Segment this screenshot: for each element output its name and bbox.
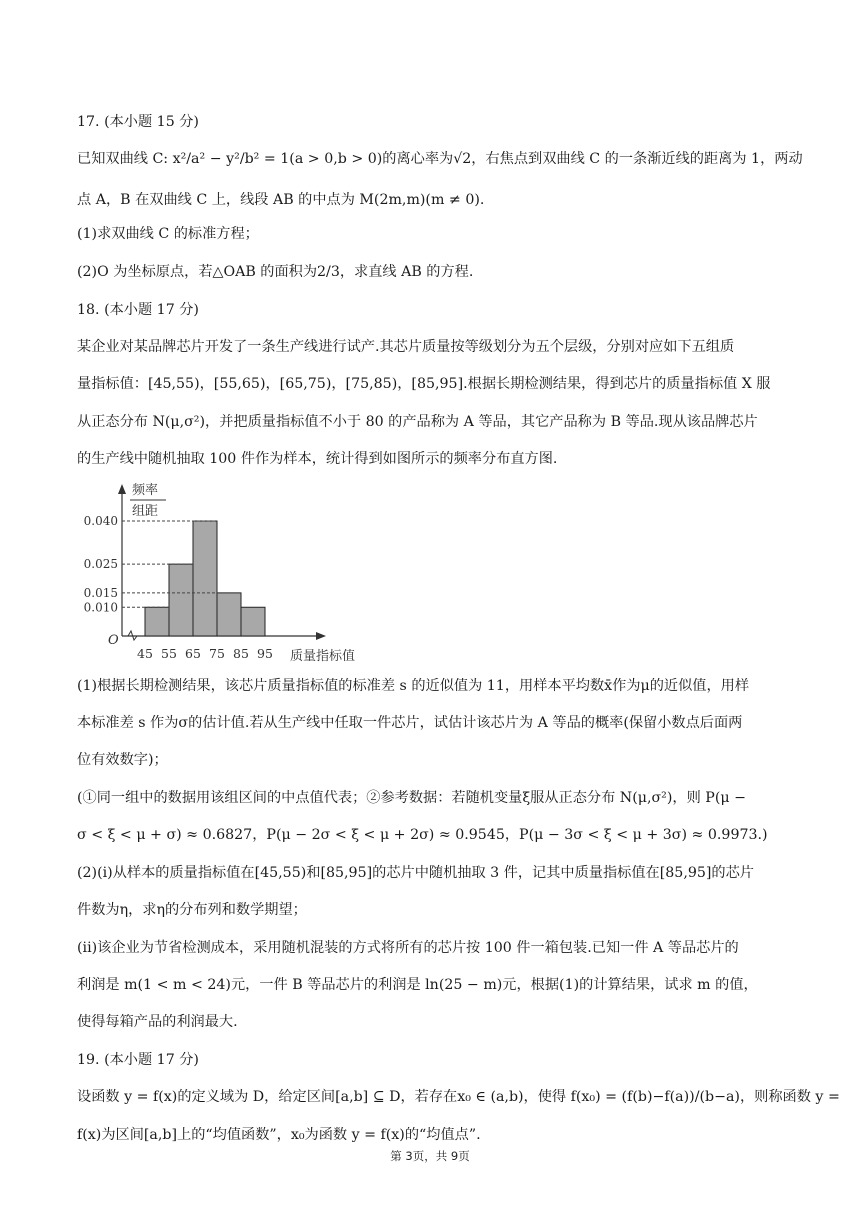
problem18-note1: (①同一组中的数据用该组区间的中点值代表；②参考数据：若随机变量ξ服从正态分布 N(μ,σ²)，则 P(μ − [77, 790, 746, 806]
problem17-line1: 已知双曲线 C: x²/a² − y²/b² = 1(a > 0,b > 0)的离心率为√2，右焦点到双曲线 C 的一条渐近线的距离为 1，两动 [77, 151, 803, 167]
problem19-line1: 设函数 y = f(x)的定义域为 D，给定区间[a,b] ⊆ D，若存在x₀ ∈ (a,b)，使得 f(x₀) = (f(b)−f(a))/(b−a)，则称函数 y = [77, 1089, 840, 1105]
x-axis-label: 质量指标值 [290, 649, 356, 664]
y-tick-label: 0.015 [83, 585, 118, 600]
x-tick-label: 75 [209, 646, 225, 661]
problem18-q2a: (2)(i)从样本的质量指标值在[45,55)和[85,95]的芯片中随机抽取 3 件，记其中质量指标值在[85,95]的芯片 [77, 865, 754, 881]
problem18-line3: 从正态分布 N(μ,σ²)，并把质量指标值不小于 80 的产品称为 A 等品，其它产品称为 B 等品.现从该品牌芯片 [77, 414, 758, 430]
problem18-note2: σ < ξ < μ + σ) ≈ 0.6827，P(μ − 2σ < ξ < μ + 2σ) ≈ 0.9545，P(μ − 3σ < ξ < μ + 3σ) ≈ 0.9973.) [77, 827, 768, 843]
problem18-header: 18. (本小题 17 分) [77, 302, 199, 318]
y-label-bottom: 组距 [132, 504, 159, 519]
histogram-bar [169, 564, 193, 636]
problem17-line2: 点 A，B 在双曲线 C 上，线段 AB 的中点为 M(2m,m)(m ≠ 0). [77, 192, 485, 208]
problem18-q1a: (1)根据长期检测结果，该芯片质量指标值的标准差 s 的近似值为 11，用样本平均数x̄作为μ的近似值，用样 [77, 678, 750, 694]
x-axis-arrow [316, 632, 326, 640]
y-tick-label: 0.040 [83, 514, 118, 528]
x-tick-label: 95 [257, 646, 273, 661]
y-tick-label: 0.025 [83, 557, 118, 572]
x-tick-label: 85 [233, 646, 249, 661]
problem18-q2c: (ii)该企业为节省检测成本，采用随机混装的方式将所有的芯片按 100 件一箱包装.已知一件 A 等品芯片的 [77, 940, 739, 956]
problem18-q1b: 本标准差 s 作为σ的估计值.若从生产线中任取一件芯片，试估计该芯片为 A 等品的概率(保留小数点后面两 [77, 715, 743, 731]
histogram-bar [217, 593, 241, 636]
problem18-line4: 的生产线中随机抽取 100 件作为样本，统计得到如图所示的频率分布直方图. [77, 451, 558, 467]
page-footer: 第 3页，共 9页 [390, 1149, 470, 1163]
problem19-line2: f(x)为区间[a,b]上的“均值函数”，x₀为函数 y = f(x)的“均值点”. [77, 1127, 481, 1143]
frequency-histogram [72, 478, 372, 668]
x-tick-label: 45 [137, 646, 153, 661]
problem18-q1c: 位有效数字)； [77, 752, 168, 768]
histogram-bar [145, 607, 169, 636]
problem18-line2: 量指标值：[45,55)，[55,65)，[65,75)，[75,85)，[85,95].根据长期检测结果，得到芯片的质量指标值 X 服 [77, 376, 771, 392]
problem18-q2b: 件数为η，求η的分布列和数学期望； [77, 902, 307, 918]
x-tick-label: 65 [185, 646, 201, 661]
y-axis-arrow [118, 484, 126, 494]
histogram-bar [241, 607, 265, 636]
problem19-header: 19. (本小题 17 分) [77, 1052, 199, 1068]
problem18-line1: 某企业对某品牌芯片开发了一条生产线进行试产.其芯片质量按等级划分为五个层级，分别对应如下五组质 [77, 339, 735, 355]
y-tick-label: 0.010 [83, 600, 118, 615]
problem17-header: 17. (本小题 15 分) [77, 114, 199, 130]
histogram-bar [193, 521, 217, 636]
problem18-q2e: 使得每箱产品的利润最大. [77, 1014, 238, 1030]
origin-label: O [108, 633, 119, 648]
problem17-q1: (1)求双曲线 C 的标准方程； [77, 226, 259, 242]
y-label-top: 频率 [132, 483, 159, 498]
x-tick-label: 55 [161, 646, 177, 661]
problem18-q2d: 利润是 m(1 < m < 24)元，一件 B 等品芯片的利润是 ln(25 − m)元，根据(1)的计算结果，试求 m 的值， [77, 977, 758, 993]
problem17-q2: (2)O 为坐标原点，若△OAB 的面积为2/3，求直线 AB 的方程. [77, 264, 474, 280]
